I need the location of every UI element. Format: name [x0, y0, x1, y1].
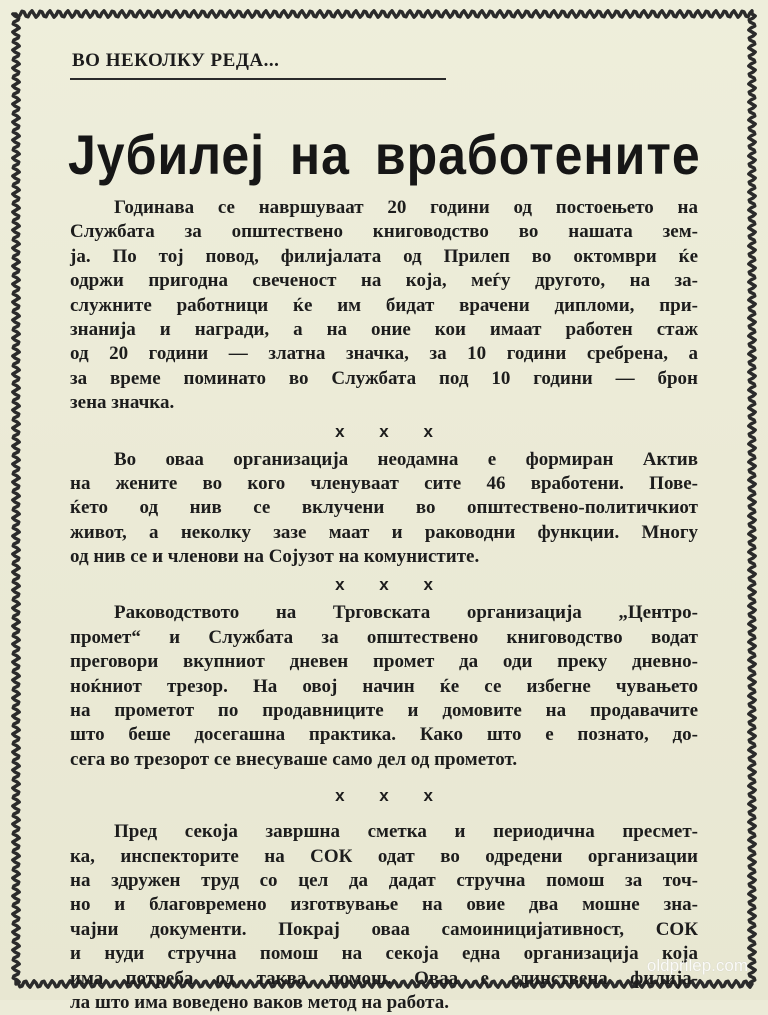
- paragraph-3: [70, 601, 698, 772]
- section-separator: x x x: [335, 786, 433, 806]
- paragraph-4: [70, 820, 698, 1015]
- kicker-rule: [70, 78, 446, 80]
- site-watermark: oldprilep.com: [646, 956, 748, 975]
- article-body: [70, 196, 698, 1015]
- text-line: има потреба од таква помош. Оваа е единствена филија-: [70, 967, 698, 989]
- paragraph-1: [70, 196, 698, 416]
- text-line: Годинава се навршуваат 20 години од постоењето на: [114, 197, 698, 218]
- text-line: но и благовремено изготвување на овие два мошне зна-: [70, 894, 698, 916]
- section-separator: x x x: [335, 421, 433, 441]
- text-line: ла што има воведено ваков метод на работа.: [70, 991, 449, 1013]
- text-line: Во оваа организација неодамна е формиран Актив: [114, 448, 698, 470]
- text-line: служните работници ќе им бидат врачени дипломи, при-: [70, 294, 698, 316]
- text-line: чајни документи. Покрај оваа самоиницијативност, СОК: [70, 918, 698, 940]
- text-line: промет“ и Службата за општествено книговодство водат: [70, 626, 698, 648]
- text-line: ка, инспекторите на СОК одат во одредени организации: [70, 845, 698, 867]
- text-line: од нив се и членови на Сојузот на комунистите.: [70, 546, 480, 568]
- text-line: живот, а неколку зазе маат и раководни функции. Многу: [70, 521, 698, 543]
- text-line: што беше досегашна практика. Како што е познато, до-: [70, 724, 698, 746]
- text-line: за време поминато во Службата под 10 години — брон: [70, 367, 698, 389]
- text-line: знанија и награди, а на оние кои имаат работен стаж: [70, 318, 698, 340]
- text-line: на здружен труд со цел да дадат стручна помош за точ-: [70, 869, 698, 891]
- text-line: ноќниот трезор. На овој начин ќе се избегне чувањето: [70, 675, 698, 697]
- text-line: сега во трезорот се внесуваше само дел од прометот.: [70, 748, 518, 770]
- text-line: одржи пригодна свеченост на која, меѓу другото, на за-: [70, 270, 698, 292]
- section-separator: x x x: [335, 575, 433, 595]
- spacer: [70, 812, 698, 820]
- column-kicker: ВО НЕКОЛКУ РЕДА...: [72, 50, 280, 71]
- text-line: на жените во кого членуваат сите 46 вработени. Пове-: [70, 472, 698, 494]
- text-line: Пред секоја завршна сметка и периодична пресмет-: [114, 821, 698, 843]
- text-line: ја. По тој повод, филијалата од Прилеп во октомври ќе: [70, 245, 698, 267]
- text-line: на прометот по продавниците и домовите на продавачите: [70, 700, 698, 722]
- text-line: Службата за општествено книговодство во нашата зем-: [70, 221, 698, 243]
- paragraph-2: [70, 448, 698, 570]
- text-line: од 20 години — златна значка, за 10 години сребрена, а: [70, 343, 698, 365]
- headline: Јубилеј на вработените: [68, 123, 701, 187]
- spacer: [70, 772, 698, 780]
- text-line: и нуди стручна помош на секоја една организација која: [70, 943, 698, 965]
- text-line: зена значка.: [70, 392, 175, 414]
- text-line: ќето од нив се вклучени во општествено-политичкиот: [70, 497, 698, 519]
- text-line: преговори вкупниот дневен промет да оди преку дневно-: [70, 651, 698, 673]
- text-line: Раководството на Трговската организација „Центро-: [114, 602, 698, 624]
